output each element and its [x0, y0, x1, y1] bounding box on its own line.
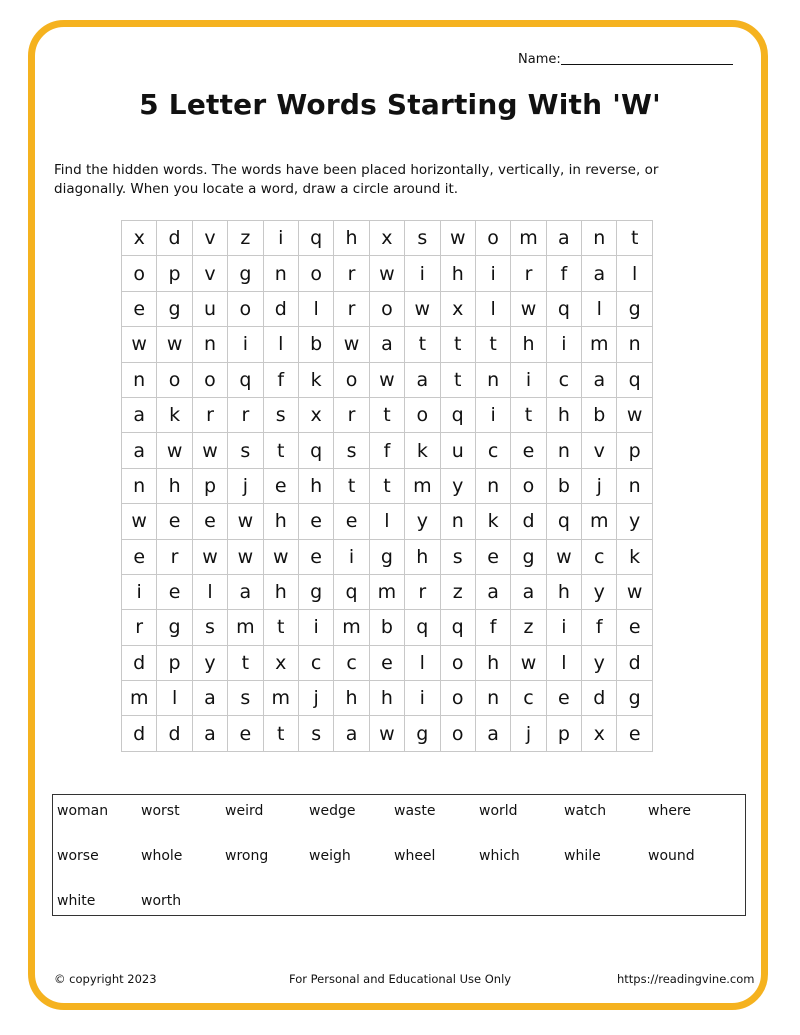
grid-cell[interactable]: l — [369, 504, 404, 539]
grid-cell[interactable]: b — [546, 468, 581, 503]
grid-cell[interactable]: g — [511, 539, 546, 574]
grid-cell[interactable]: a — [369, 327, 404, 362]
grid-cell[interactable]: g — [369, 539, 404, 574]
grid-cell[interactable]: w — [511, 645, 546, 680]
grid-cell[interactable]: r — [122, 610, 157, 645]
word-bank-item: white — [57, 893, 96, 909]
grid-row — [122, 645, 653, 680]
grid-cell[interactable]: n — [122, 362, 157, 397]
grid-cell[interactable]: q — [546, 504, 581, 539]
grid-cell[interactable]: d — [617, 645, 652, 680]
grid-cell[interactable]: l — [546, 645, 581, 680]
word-bank-item: waste — [394, 803, 436, 819]
grid-cell[interactable]: t — [369, 397, 404, 432]
grid-cell[interactable]: c — [582, 539, 617, 574]
grid-cell[interactable]: s — [263, 397, 298, 432]
grid-cell[interactable]: e — [334, 504, 369, 539]
grid-cell[interactable]: y — [192, 645, 227, 680]
grid-cell[interactable]: t — [511, 397, 546, 432]
grid-cell[interactable]: i — [334, 539, 369, 574]
grid-cell[interactable]: z — [228, 221, 263, 256]
grid-cell[interactable]: l — [405, 645, 440, 680]
grid-cell[interactable]: o — [405, 397, 440, 432]
grid-row — [122, 327, 653, 362]
grid-cell[interactable]: e — [546, 681, 581, 716]
grid-cell[interactable]: y — [405, 504, 440, 539]
grid-cell[interactable]: n — [475, 681, 510, 716]
grid-cell[interactable]: y — [617, 504, 652, 539]
grid-cell[interactable]: a — [582, 256, 617, 291]
grid-cell[interactable]: u — [192, 291, 227, 326]
grid-row — [122, 221, 653, 256]
grid-cell[interactable]: h — [263, 504, 298, 539]
grid-row — [122, 397, 653, 432]
grid-cell[interactable]: e — [511, 433, 546, 468]
grid-cell[interactable]: a — [192, 716, 227, 751]
grid-cell[interactable]: v — [192, 221, 227, 256]
grid-cell[interactable]: l — [582, 291, 617, 326]
grid-row — [122, 681, 653, 716]
grid-cell[interactable]: m — [228, 610, 263, 645]
grid-cell[interactable]: o — [475, 221, 510, 256]
grid-cell[interactable]: x — [369, 221, 404, 256]
grid-cell[interactable]: w — [546, 539, 581, 574]
grid-cell[interactable]: e — [263, 468, 298, 503]
grid-cell[interactable]: e — [228, 716, 263, 751]
grid-cell[interactable]: q — [298, 433, 333, 468]
grid-cell[interactable]: l — [475, 291, 510, 326]
grid-cell[interactable]: n — [475, 362, 510, 397]
grid-cell[interactable]: m — [582, 327, 617, 362]
grid-cell[interactable]: g — [617, 681, 652, 716]
grid-cell[interactable]: c — [475, 433, 510, 468]
grid-row — [122, 362, 653, 397]
grid-cell[interactable]: t — [440, 362, 475, 397]
copyright-text: © copyright 2023 — [54, 972, 157, 986]
grid-cell[interactable]: c — [334, 645, 369, 680]
grid-cell[interactable]: h — [157, 468, 192, 503]
grid-cell[interactable]: o — [511, 468, 546, 503]
grid-cell[interactable]: w — [369, 256, 404, 291]
grid-cell[interactable]: m — [122, 681, 157, 716]
grid-cell[interactable]: h — [475, 645, 510, 680]
grid-cell[interactable]: h — [334, 221, 369, 256]
grid-cell[interactable]: d — [122, 716, 157, 751]
grid-cell[interactable]: y — [440, 468, 475, 503]
grid-cell[interactable]: s — [298, 716, 333, 751]
grid-cell[interactable]: g — [157, 610, 192, 645]
grid-cell[interactable]: t — [263, 716, 298, 751]
grid-cell[interactable]: y — [582, 574, 617, 609]
word-bank-item: weigh — [309, 848, 351, 864]
grid-cell[interactable]: m — [334, 610, 369, 645]
grid-cell[interactable]: w — [617, 397, 652, 432]
grid-cell[interactable]: t — [617, 221, 652, 256]
usage-notice: For Personal and Educational Use Only — [289, 972, 512, 986]
grid-cell[interactable]: z — [511, 610, 546, 645]
grid-cell[interactable]: e — [298, 504, 333, 539]
grid-cell[interactable]: m — [369, 574, 404, 609]
word-search-grid — [121, 220, 653, 752]
word-bank-item: wound — [648, 848, 695, 864]
grid-cell[interactable]: r — [405, 574, 440, 609]
grid-cell[interactable]: h — [405, 539, 440, 574]
grid-cell[interactable]: r — [228, 397, 263, 432]
page-title: 5 Letter Words Starting With 'W' — [139, 88, 661, 121]
grid-cell[interactable]: a — [511, 574, 546, 609]
grid-cell[interactable]: s — [334, 433, 369, 468]
grid-row — [122, 256, 653, 291]
grid-cell[interactable]: o — [440, 645, 475, 680]
grid-cell[interactable]: r — [334, 397, 369, 432]
grid-cell[interactable]: t — [263, 610, 298, 645]
grid-cell[interactable]: j — [228, 468, 263, 503]
grid-cell[interactable]: k — [617, 539, 652, 574]
grid-cell[interactable]: e — [475, 539, 510, 574]
grid-cell[interactable]: f — [475, 610, 510, 645]
grid-cell[interactable]: b — [369, 610, 404, 645]
grid-cell[interactable]: i — [405, 256, 440, 291]
grid-cell[interactable]: h — [546, 397, 581, 432]
grid-cell[interactable]: d — [582, 681, 617, 716]
grid-cell[interactable]: d — [157, 221, 192, 256]
name-label: Name: — [518, 52, 561, 67]
grid-cell[interactable]: b — [298, 327, 333, 362]
grid-cell[interactable]: a — [475, 716, 510, 751]
grid-cell[interactable]: l — [617, 256, 652, 291]
grid-cell[interactable]: f — [263, 362, 298, 397]
grid-cell[interactable]: z — [440, 574, 475, 609]
grid-cell[interactable]: n — [263, 256, 298, 291]
grid-cell[interactable]: r — [334, 291, 369, 326]
grid-cell[interactable]: w — [192, 433, 227, 468]
grid-cell[interactable]: s — [228, 681, 263, 716]
word-bank-item: woman — [57, 803, 109, 819]
grid-cell[interactable]: l — [298, 291, 333, 326]
grid-cell[interactable]: c — [511, 681, 546, 716]
grid-cell[interactable]: j — [582, 468, 617, 503]
grid-cell[interactable]: p — [546, 716, 581, 751]
word-bank-item: worse — [57, 848, 99, 864]
site-url: https://readingvine.com — [617, 972, 755, 986]
grid-cell[interactable]: t — [405, 327, 440, 362]
grid-cell[interactable]: t — [369, 468, 404, 503]
grid-cell[interactable]: q — [334, 574, 369, 609]
grid-cell[interactable]: h — [440, 256, 475, 291]
grid-cell[interactable]: a — [546, 221, 581, 256]
grid-cell[interactable]: y — [582, 645, 617, 680]
grid-cell[interactable]: a — [228, 574, 263, 609]
grid-cell[interactable]: x — [122, 221, 157, 256]
grid-cell[interactable]: n — [546, 433, 581, 468]
grid-cell[interactable]: s — [405, 221, 440, 256]
grid-cell[interactable]: w — [440, 221, 475, 256]
grid-cell[interactable]: a — [475, 574, 510, 609]
grid-cell[interactable]: n — [122, 468, 157, 503]
grid-cell[interactable]: a — [582, 362, 617, 397]
grid-cell[interactable]: o — [157, 362, 192, 397]
grid-cell[interactable]: f — [369, 433, 404, 468]
grid-cell[interactable]: r — [334, 256, 369, 291]
grid-cell[interactable]: w — [405, 291, 440, 326]
grid-cell[interactable]: p — [157, 256, 192, 291]
grid-cell[interactable]: a — [334, 716, 369, 751]
word-bank-item: where — [648, 803, 691, 819]
grid-cell[interactable]: o — [440, 716, 475, 751]
grid-row — [122, 468, 653, 503]
grid-cell[interactable]: x — [440, 291, 475, 326]
grid-cell[interactable]: k — [298, 362, 333, 397]
grid-cell[interactable]: g — [157, 291, 192, 326]
grid-cell[interactable]: q — [546, 291, 581, 326]
grid-cell[interactable]: d — [157, 716, 192, 751]
grid-cell[interactable]: d — [263, 291, 298, 326]
grid-cell[interactable]: k — [405, 433, 440, 468]
grid-cell[interactable]: w — [122, 327, 157, 362]
grid-cell[interactable]: e — [122, 291, 157, 326]
grid-cell[interactable]: o — [122, 256, 157, 291]
grid-row — [122, 539, 653, 574]
grid-cell[interactable]: c — [546, 362, 581, 397]
grid-cell[interactable]: e — [369, 645, 404, 680]
grid-cell[interactable]: e — [617, 716, 652, 751]
grid-cell[interactable]: i — [546, 610, 581, 645]
grid-row — [122, 504, 653, 539]
grid-cell[interactable]: g — [405, 716, 440, 751]
grid-cell[interactable]: c — [298, 645, 333, 680]
grid-cell[interactable]: d — [122, 645, 157, 680]
grid-cell[interactable]: g — [298, 574, 333, 609]
grid-cell[interactable]: q — [440, 610, 475, 645]
grid-cell[interactable]: h — [511, 327, 546, 362]
grid-cell[interactable]: n — [192, 327, 227, 362]
grid-cell[interactable]: x — [298, 397, 333, 432]
word-bank — [52, 794, 746, 916]
grid-cell[interactable]: l — [263, 327, 298, 362]
grid-cell[interactable]: e — [157, 504, 192, 539]
grid-cell[interactable]: n — [582, 221, 617, 256]
grid-cell[interactable]: u — [440, 433, 475, 468]
word-bank-item: wedge — [309, 803, 356, 819]
grid-cell[interactable]: m — [263, 681, 298, 716]
word-bank-item: while — [564, 848, 601, 864]
grid-row — [122, 433, 653, 468]
grid-cell[interactable]: w — [369, 362, 404, 397]
grid-cell[interactable]: t — [334, 468, 369, 503]
grid-cell[interactable]: i — [228, 327, 263, 362]
grid-cell[interactable]: j — [298, 681, 333, 716]
grid-cell[interactable]: w — [263, 539, 298, 574]
grid-cell[interactable]: w — [228, 504, 263, 539]
grid-cell[interactable]: t — [440, 327, 475, 362]
grid-cell[interactable]: x — [263, 645, 298, 680]
grid-cell[interactable]: t — [475, 327, 510, 362]
grid-cell[interactable]: h — [334, 681, 369, 716]
grid-cell[interactable]: i — [546, 327, 581, 362]
instructions-text: Find the hidden words. The words have been placed horizontally, vertically, in reverse, or diagonally. When you locate a word, draw a circle around it. — [54, 162, 659, 197]
grid-cell[interactable]: g — [228, 256, 263, 291]
grid-cell[interactable]: n — [617, 327, 652, 362]
grid-cell[interactable]: a — [122, 397, 157, 432]
word-bank-item: weird — [225, 803, 264, 819]
grid-cell[interactable]: w — [369, 716, 404, 751]
grid-cell[interactable]: i — [298, 610, 333, 645]
grid-cell[interactable]: o — [298, 256, 333, 291]
word-bank-item: world — [479, 803, 518, 819]
grid-cell[interactable]: s — [192, 610, 227, 645]
grid-cell[interactable]: s — [228, 433, 263, 468]
grid-cell[interactable]: w — [617, 574, 652, 609]
grid-cell[interactable]: g — [617, 291, 652, 326]
grid-cell[interactable]: k — [157, 397, 192, 432]
grid-cell[interactable]: h — [263, 574, 298, 609]
grid-cell[interactable]: e — [192, 504, 227, 539]
grid-cell[interactable]: w — [122, 504, 157, 539]
grid-cell[interactable]: e — [122, 539, 157, 574]
grid-cell[interactable]: q — [405, 610, 440, 645]
grid-cell[interactable]: k — [475, 504, 510, 539]
grid-cell[interactable]: a — [405, 362, 440, 397]
grid-cell[interactable]: x — [582, 716, 617, 751]
name-underline[interactable] — [561, 64, 733, 65]
grid-cell[interactable]: h — [546, 574, 581, 609]
grid-cell[interactable]: p — [157, 645, 192, 680]
grid-cell[interactable]: l — [192, 574, 227, 609]
grid-cell[interactable]: v — [582, 433, 617, 468]
grid-cell[interactable]: o — [369, 291, 404, 326]
grid-cell[interactable]: l — [157, 681, 192, 716]
grid-cell[interactable]: w — [192, 539, 227, 574]
word-bank-item: which — [479, 848, 520, 864]
grid-cell[interactable]: w — [157, 433, 192, 468]
grid-cell[interactable]: w — [511, 291, 546, 326]
grid-cell[interactable]: m — [405, 468, 440, 503]
grid-cell[interactable]: o — [334, 362, 369, 397]
grid-cell[interactable]: n — [475, 468, 510, 503]
grid-cell[interactable]: q — [298, 221, 333, 256]
word-bank-item: worth — [141, 893, 182, 909]
grid-cell[interactable]: f — [582, 610, 617, 645]
grid-row — [122, 716, 653, 751]
grid-cell[interactable]: i — [263, 221, 298, 256]
grid-cell[interactable]: i — [475, 256, 510, 291]
grid-cell[interactable]: n — [617, 468, 652, 503]
grid-cell[interactable]: r — [192, 397, 227, 432]
grid-cell[interactable]: w — [228, 539, 263, 574]
grid-cell[interactable]: v — [192, 256, 227, 291]
grid-cell[interactable]: i — [511, 362, 546, 397]
grid-cell[interactable]: m — [511, 221, 546, 256]
grid-row — [122, 574, 653, 609]
grid-cell[interactable]: q — [440, 397, 475, 432]
grid-row — [122, 610, 653, 645]
grid-cell[interactable]: f — [546, 256, 581, 291]
grid-cell[interactable]: w — [157, 327, 192, 362]
grid-cell[interactable]: j — [511, 716, 546, 751]
grid-cell[interactable]: h — [298, 468, 333, 503]
word-bank-item: watch — [564, 803, 607, 819]
grid-cell[interactable]: d — [511, 504, 546, 539]
word-bank-item: whole — [141, 848, 183, 864]
grid-cell[interactable]: p — [617, 433, 652, 468]
grid-row — [122, 291, 653, 326]
grid-cell[interactable]: o — [440, 681, 475, 716]
grid-cell[interactable]: i — [122, 574, 157, 609]
word-bank-item: worst — [141, 803, 180, 819]
grid-cell[interactable]: w — [334, 327, 369, 362]
grid-cell[interactable]: r — [511, 256, 546, 291]
word-bank-item: wrong — [225, 848, 269, 864]
word-search-grid-container — [121, 220, 653, 752]
name-field[interactable] — [518, 52, 733, 67]
word-bank-item: wheel — [394, 848, 436, 864]
grid-cell[interactable]: t — [228, 645, 263, 680]
grid-cell[interactable]: o — [192, 362, 227, 397]
grid-cell[interactable]: i — [405, 681, 440, 716]
grid-cell[interactable]: m — [582, 504, 617, 539]
grid-cell[interactable]: q — [617, 362, 652, 397]
grid-cell[interactable]: a — [122, 433, 157, 468]
grid-cell[interactable]: q — [228, 362, 263, 397]
grid-cell[interactable]: t — [263, 433, 298, 468]
grid-cell[interactable]: p — [192, 468, 227, 503]
grid-cell[interactable]: s — [440, 539, 475, 574]
grid-cell[interactable]: e — [617, 610, 652, 645]
grid-cell[interactable]: h — [369, 681, 404, 716]
grid-cell[interactable]: i — [475, 397, 510, 432]
grid-cell[interactable]: b — [582, 397, 617, 432]
grid-cell[interactable]: e — [298, 539, 333, 574]
grid-cell[interactable]: o — [228, 291, 263, 326]
grid-cell[interactable]: r — [157, 539, 192, 574]
grid-cell[interactable]: e — [157, 574, 192, 609]
grid-cell[interactable]: n — [440, 504, 475, 539]
grid-cell[interactable]: a — [192, 681, 227, 716]
